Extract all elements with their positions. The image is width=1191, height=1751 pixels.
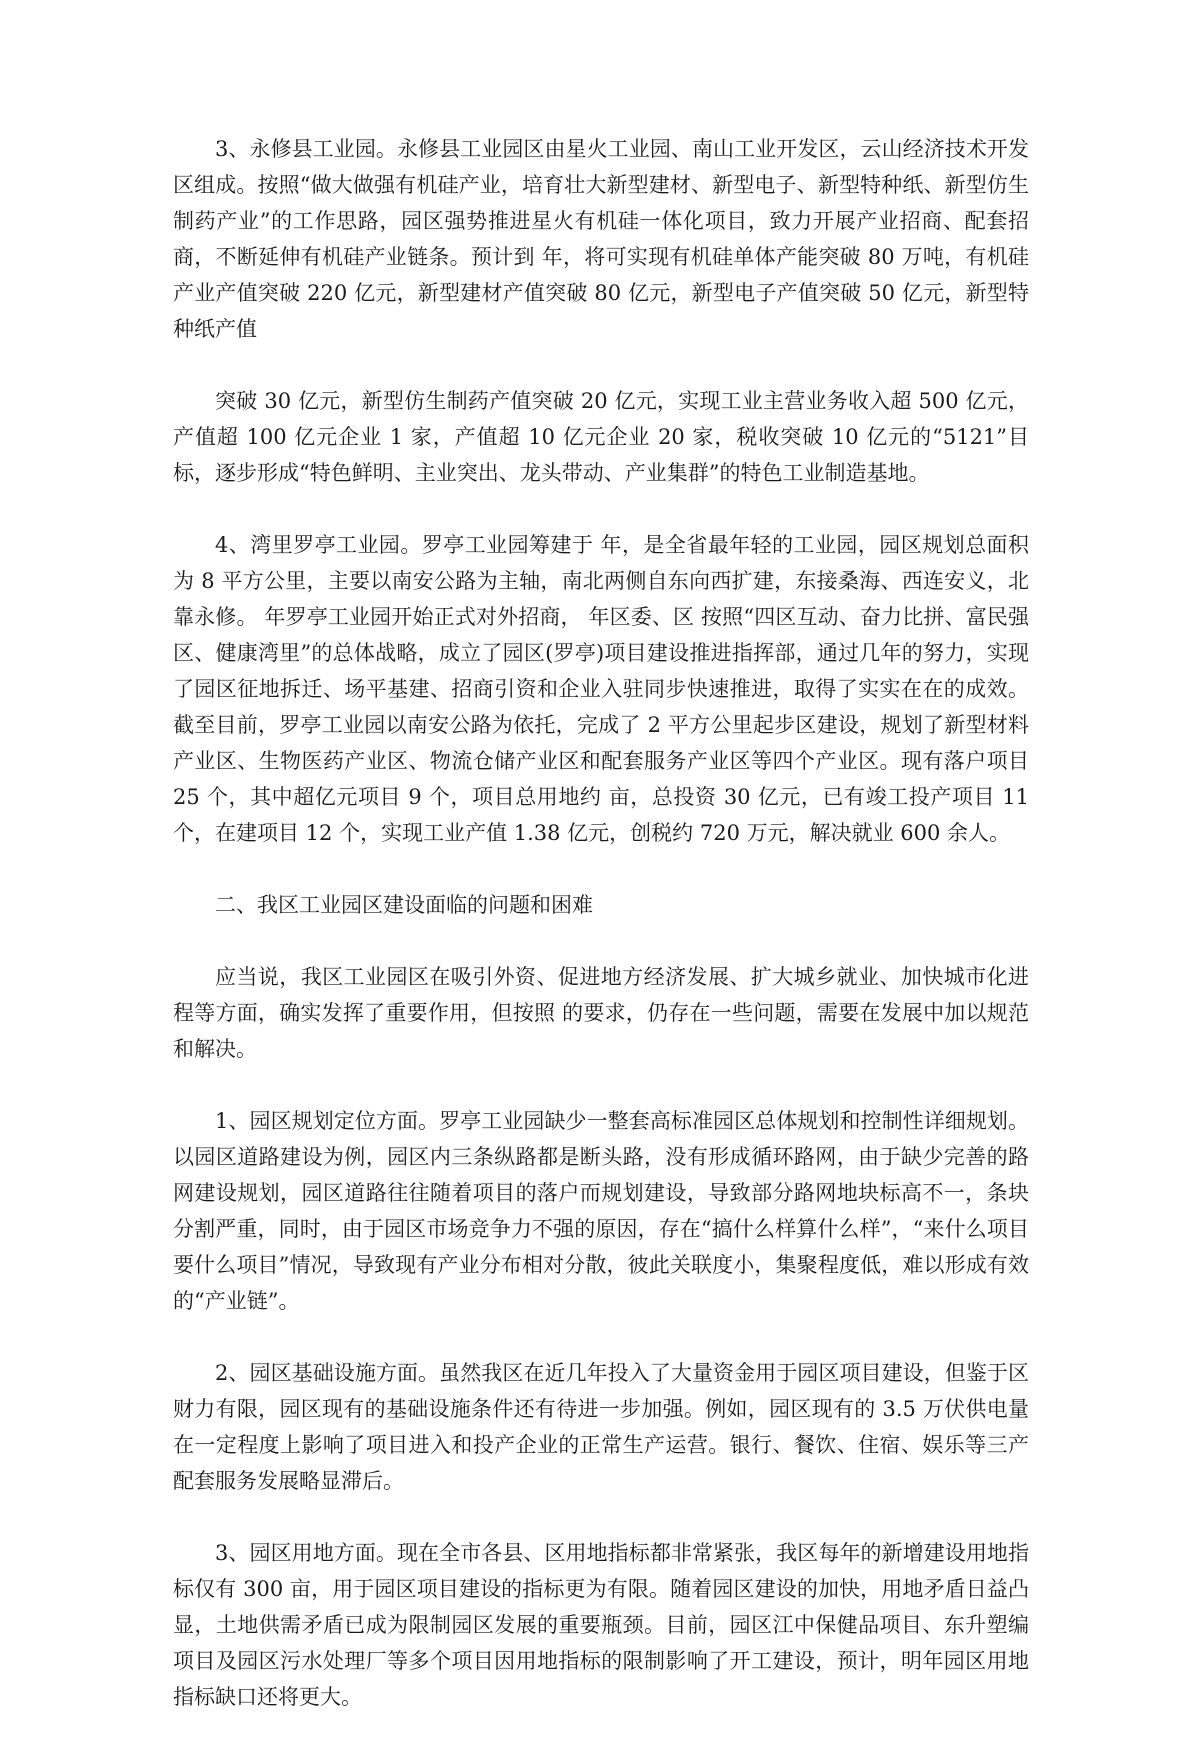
paragraph-land-use: 3、园区用地方面。现在全市各县、区用地指标都非常紧张，我区每年的新增建设用地指标仅有 300 亩，用于园区项目建设的指标更为有限。随着园区建设的加快，用地矛盾日益凸显，土地供需矛盾已成为限制园区发展的重要瓶颈。目前，园区江中保健品项目、东升塑编项目及园区污水处理厂等多个项目因用地指标的限制影响了开工建设，预计，明年园区用地指标缺口还将更大。 (173, 1541, 1029, 1709)
document-body (173, 131, 1029, 1751)
paragraph-planning: 1、园区规划定位方面。罗亭工业园缺少一整套高标准园区总体规划和控制性详细规划。以园区道路建设为例，园区内三条纵路都是断头路，没有形成循环路网，由于缺少完善的路网建设规划，园区道路往往随着项目的落户而规划建设，导致部分路网地块标高不一，条块分割严重，同时，由于园区市场竞争力不强的原因，存在“搞什么样算什么样”，“来什么项目要什么项目”情况，导致现有产业分布相对分散，彼此关联度小，集聚程度低，难以形成有效的“产业链”。 (173, 1109, 1029, 1313)
section-heading-problems: 二、我区工业园区建设面临的问题和困难 (215, 893, 593, 917)
paragraph-yongxiu-targets: 突破 30 亿元，新型仿生制药产值突破 20 亿元，实现工业主营业务收入超 500 亿元，产值超 100 亿元企业 1 家，产值超 10 亿元企业 20 家，税收突破 10 亿元的“5121”目标，逐步形成“特色鲜明、主业突出、龙头带动、产业集群”的特色工业制造基地。 (173, 389, 1029, 485)
paragraph-infrastructure: 2、园区基础设施方面。虽然我区在近几年投入了大量资金用于园区项目建设，但鉴于区财力有限，园区现有的基础设施条件还有待进一步加强。例如，园区现有的 3.5 万伏供电量在一定程度上影响了项目进入和投产企业的正常生产运营。银行、餐饮、住宿、娱乐等三产配套服务发展略显滞后。 (173, 1361, 1029, 1493)
paragraph-luoting-park: 4、湾里罗亭工业园。罗亭工业园筹建于 年，是全省最年轻的工业园，园区规划总面积为 8 平方公里，主要以南安公路为主轴，南北两侧自东向西扩建，东接桑海、西连安义，北靠永修。 年罗亭工业园开始正式对外招商， 年区委、区 按照“四区互动、奋力比拼、富民强区、健康湾里”的总体战略，成立了园区(罗亭)项目建设推进指挥部，通过几年的努力，实现了园区征地拆迁、场平基建、招商引资和企业入驻同步快速推进，取得了实实在在的成效。截至目前，罗亭工业园以南安公路为依托，完成了 2 平方公里起步区建设，规划了新型材料产业区、生物医药产业区、物流仓储产业区和配套服务产业区等四个产业区。现有落户项目 25 个，其中超亿元项目 9 个，项目总用地约 亩，总投资 30 亿元，已有竣工投产项目 11 个，在建项目 12 个，实现工业产值 1.38 亿元，创税约 720 万元，解决就业 600 余人。 (173, 533, 1029, 845)
paragraph-intro-problems: 应当说，我区工业园区在吸引外资、促进地方经济发展、扩大城乡就业、加快城市化进程等方面，确实发挥了重要作用，但按照 的要求，仍存在一些问题，需要在发展中加以规范和解决。 (173, 965, 1029, 1061)
paragraph-yongxiu-park: 3、永修县工业园。永修县工业园区由星火工业园、南山工业开发区，云山经济技术开发区组成。按照“做大做强有机硅产业，培育壮大新型建材、新型电子、新型特种纸、新型仿生制药产业”的工作思路，园区强势推进星火有机硅一体化项目，致力开展产业招商、配套招商，不断延伸有机硅产业链条。预计到 年，将可实现有机硅单体产能突破 80 万吨，有机硅产业产值突破 220 亿元，新型建材产值突破 80 亿元，新型电子产值突破 50 亿元，新型特种纸产值 (173, 137, 1029, 341)
